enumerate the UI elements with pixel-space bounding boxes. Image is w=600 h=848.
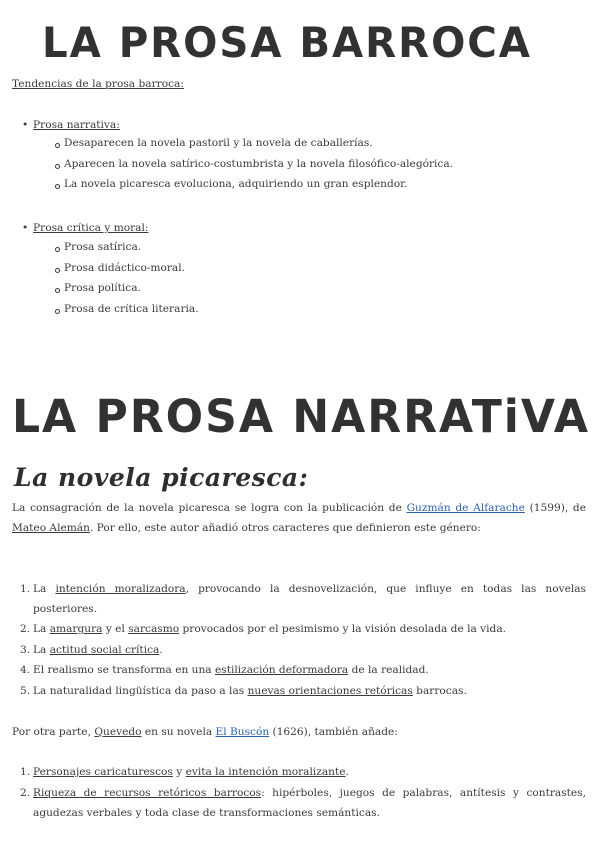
link-guzman[interactable]: Guzmán de Alfarache	[406, 502, 525, 514]
quevedo-list	[12, 762, 586, 824]
section-title: LA PROSA NARRATiVA	[12, 390, 591, 443]
tendencies-list	[12, 118, 586, 198]
list-item	[22, 221, 586, 322]
list-number: 4.	[20, 664, 31, 676]
text: en su novela	[141, 726, 216, 738]
list-item: 2. Riqueza de recursos retóricos barrocos: hipérboles, juegos de palabras, antítesis y contrastes, agudezas verbales y toda clase de transformaciones semánticas.	[20, 783, 586, 824]
list-number: 5.	[20, 684, 31, 697]
list-number: 1.	[20, 766, 31, 778]
list-number: 3.	[20, 643, 31, 656]
group-label-critica: • Prosa crítica y moral:	[33, 222, 149, 234]
author-name: Mateo Alemán	[12, 522, 90, 534]
intro-section	[12, 77, 586, 92]
list-item: 4. El realismo se transforma en una estilización deformadora de la realidad.	[20, 660, 586, 681]
list-item: La novela picaresca evoluciona, adquiriendo un gran esplendor.	[53, 177, 586, 198]
list-item: 3. La actitud social crítica.	[20, 640, 586, 661]
underlined-term: actitud social crítica	[49, 643, 160, 656]
underlined-term: evita la intención moralizante	[185, 766, 346, 778]
list-item: Prosa satírica.	[53, 240, 586, 261]
list-number: 2.	[20, 786, 31, 799]
list-item: 1. La intención moralizadora, provocando la desnovelización, que influye en todas las novelas posteriores.	[20, 579, 586, 619]
paragraph-1	[12, 498, 586, 538]
intro-heading: Tendencias de la prosa barroca:	[12, 78, 184, 90]
text: Por otra parte,	[12, 726, 95, 738]
author-name: Quevedo	[94, 726, 142, 738]
list-item: Aparecen la novela satírico-costumbrista y la novela filosófico-alegórica.	[53, 157, 586, 178]
list-item: 5. La naturalidad lingüística da paso a las nuevas orientaciones retóricas barrocas.	[20, 681, 586, 702]
list-number: 1.	[20, 583, 31, 595]
list-item: Prosa didáctico-moral.	[53, 261, 586, 282]
text: La consagración de la novela picaresca se logra con la publicación de	[12, 502, 407, 514]
list-item: 1. Personajes caricaturescos y evita la intención moralizante.	[20, 762, 586, 783]
list-item: Desaparecen la novela pastoril y la novela de caballerías.	[53, 136, 586, 157]
list-item: 2. La amargura y el sarcasmo provocados por el pesimismo y la visión desolada de la vida.	[20, 619, 586, 640]
group-label-narrativa: • Prosa narrativa:	[33, 119, 120, 131]
features-list	[12, 579, 586, 701]
underlined-term: amargura	[49, 623, 103, 635]
list-item: Prosa de crítica literaria.	[53, 302, 586, 323]
page-title: LA PROSA BARROCA	[42, 18, 532, 67]
underlined-term: Riqueza de recursos retóricos barrocos	[33, 786, 262, 799]
underlined-term: Personajes caricaturescos	[33, 766, 173, 778]
underlined-term: sarcasmo	[128, 623, 180, 635]
subsection-title: La novela picaresca:	[14, 463, 309, 492]
text: (1599), de	[524, 502, 586, 514]
underlined-term: nuevas orientaciones retóricas	[247, 684, 413, 697]
list-number: 2.	[20, 623, 31, 635]
paragraph-2	[12, 722, 586, 742]
underlined-term: intención moralizadora	[55, 583, 186, 595]
underlined-term: estilización deformadora	[215, 664, 349, 676]
text: . Por ello, este autor añadió otros caracteres que definieron este género:	[89, 522, 481, 534]
list-item	[22, 118, 586, 198]
text: (1626), también añade:	[269, 726, 398, 738]
link-buscon[interactable]: El Buscón	[215, 726, 270, 738]
tendencies-list-2	[12, 221, 586, 322]
list-item: Prosa política.	[53, 281, 586, 302]
